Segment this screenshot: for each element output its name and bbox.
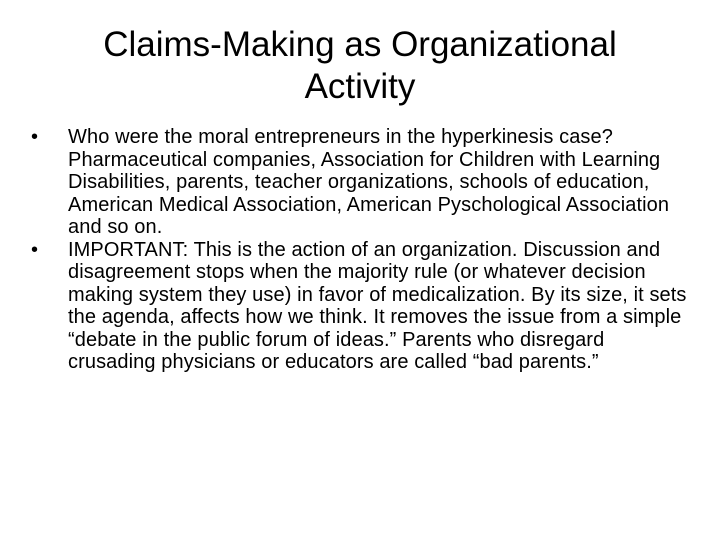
- slide-title: [40, 24, 680, 108]
- bullet-item-moral-entrepreneurs: [30, 126, 690, 239]
- slide-title-line-1: Claims-Making as Organizational: [103, 25, 617, 64]
- bullet-list: [30, 126, 690, 374]
- slide-title-line-2: Activity: [304, 67, 416, 106]
- bullet-text: IMPORTANT: This is the action of an organization. Discussion and disagreement stops when the majority rule (or whatever decision making system they use) in favor of medicalization. By its size, it sets the agenda, affects how we think. It removes the issue from a simple “debate in the public forum of ideas.” Parents who disregard crusading physicians or educators are called “bad parents.”: [68, 238, 687, 373]
- bullet-icon: •: [31, 238, 39, 261]
- bullet-text: Who were the moral entrepreneurs in the hyperkinesis case? Pharmaceutical companies, Association for Children with Learning Disabilities, parents, teacher organizations, schools of education, American Medical Association, American Pyschological Association and so on.: [68, 126, 670, 238]
- bullet-icon: •: [31, 126, 39, 148]
- bullet-item-important: [30, 239, 690, 374]
